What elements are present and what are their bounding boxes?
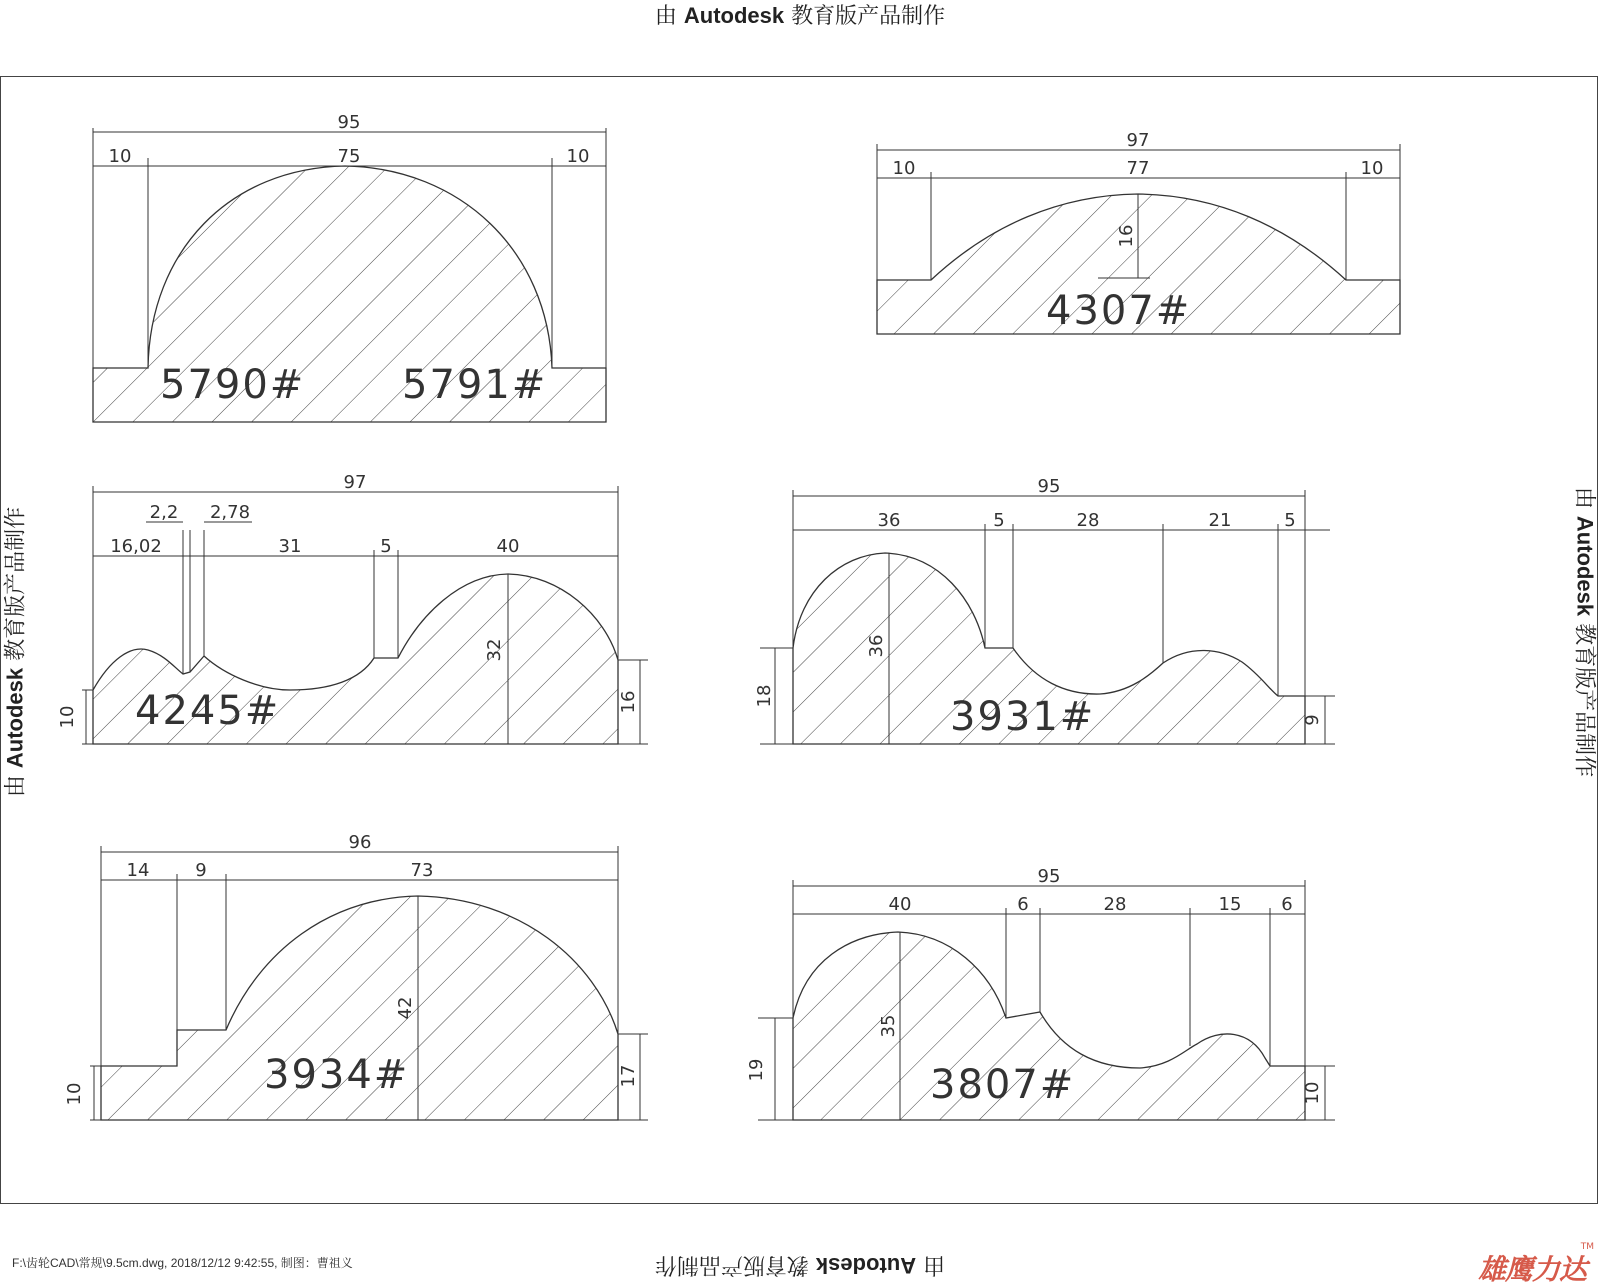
dim-c: 73 — [411, 860, 434, 881]
dim-a: 16,02 — [110, 536, 162, 557]
dim-b: 5 — [993, 510, 1004, 531]
profile-4245 — [57, 472, 648, 744]
profile-code: 5791# — [402, 362, 547, 408]
dim-f: 40 — [497, 536, 520, 557]
dim-h-right: 9 — [1302, 714, 1323, 725]
dim-c: 28 — [1077, 510, 1100, 531]
watermark-prefix: 由 — [916, 1252, 945, 1277]
profile-3934 — [64, 832, 648, 1120]
profile-code: 3934# — [264, 1052, 409, 1098]
watermark-brand: Autodesk — [1573, 516, 1598, 616]
dim-h-left: 19 — [746, 1059, 767, 1082]
profile-code: 3931# — [950, 694, 1095, 740]
dim-h-main: 32 — [484, 639, 505, 662]
dim-h-left: 10 — [64, 1083, 85, 1106]
dim-left: 10 — [109, 146, 132, 167]
dim-h-right: 16 — [618, 691, 639, 714]
dim-center: 75 — [338, 146, 361, 167]
dim-b: 2,2 — [150, 502, 179, 523]
watermark-suffix: 教育版产品制作 — [1572, 616, 1597, 777]
dim-h-right: 17 — [618, 1065, 639, 1088]
profile-code: 5790# — [160, 362, 305, 408]
dim-a: 14 — [127, 860, 150, 881]
dim-height: 16 — [1116, 225, 1137, 248]
dim-total: 95 — [1038, 476, 1061, 497]
dim-a: 36 — [878, 510, 901, 531]
dim-h-left: 10 — [57, 706, 78, 729]
brand-logo — [1478, 1248, 1596, 1278]
dim-h-main: 36 — [866, 635, 887, 658]
trademark-mark: TM — [1581, 1242, 1594, 1252]
watermark-suffix: 教育版产品制作 — [784, 4, 945, 29]
dim-d: 21 — [1209, 510, 1232, 531]
watermark-suffix: 教育版产品制作 — [4, 507, 29, 668]
dim-e: 5 — [380, 536, 391, 557]
dim-right: 10 — [1361, 158, 1384, 179]
watermark-prefix: 由 — [4, 768, 29, 797]
profile-code: 3807# — [930, 1062, 1075, 1108]
profile-3807 — [746, 866, 1335, 1120]
watermark-prefix: 由 — [655, 4, 684, 29]
file-path-footer: F:\齿轮CAD\常规\9.5cm.dwg, 2018/12/12 9:42:55, 制图：曹祖义 — [12, 1254, 353, 1271]
dim-h-left: 18 — [754, 685, 775, 708]
dim-e: 5 — [1284, 510, 1295, 531]
watermark-prefix: 由 — [1572, 487, 1597, 516]
dim-left: 10 — [893, 158, 916, 179]
dim-total: 95 — [1038, 866, 1061, 887]
dim-total: 96 — [349, 832, 372, 853]
dim-c: 28 — [1104, 894, 1127, 915]
dim-total: 97 — [1127, 130, 1150, 151]
dim-total: 95 — [338, 112, 361, 133]
dim-center: 77 — [1127, 158, 1150, 179]
profile-3931 — [754, 476, 1335, 744]
logo-text: 雄鹰力达 — [1478, 1248, 1586, 1288]
dim-d: 31 — [279, 536, 302, 557]
dim-c: 2,78 — [210, 502, 250, 523]
dim-right: 10 — [567, 146, 590, 167]
dim-b: 6 — [1017, 894, 1028, 915]
dim-b: 9 — [195, 860, 206, 881]
watermark-suffix: 教育版产品制作 — [655, 1252, 816, 1277]
watermark-brand: Autodesk — [3, 668, 28, 768]
dim-h-main: 35 — [878, 1015, 899, 1038]
dim-a: 40 — [889, 894, 912, 915]
profile-4307 — [877, 130, 1400, 334]
profile-code: 4245# — [135, 688, 280, 734]
dim-h-main: 42 — [395, 997, 416, 1020]
dim-h-right: 10 — [1302, 1082, 1323, 1105]
profile-code: 4307# — [1046, 288, 1191, 334]
dim-total: 97 — [344, 472, 367, 493]
watermark-brand: Autodesk — [816, 1253, 916, 1278]
watermark-brand: Autodesk — [684, 3, 784, 28]
dim-e: 6 — [1281, 894, 1292, 915]
profile-5790-5791 — [93, 112, 606, 422]
dim-d: 15 — [1219, 894, 1242, 915]
